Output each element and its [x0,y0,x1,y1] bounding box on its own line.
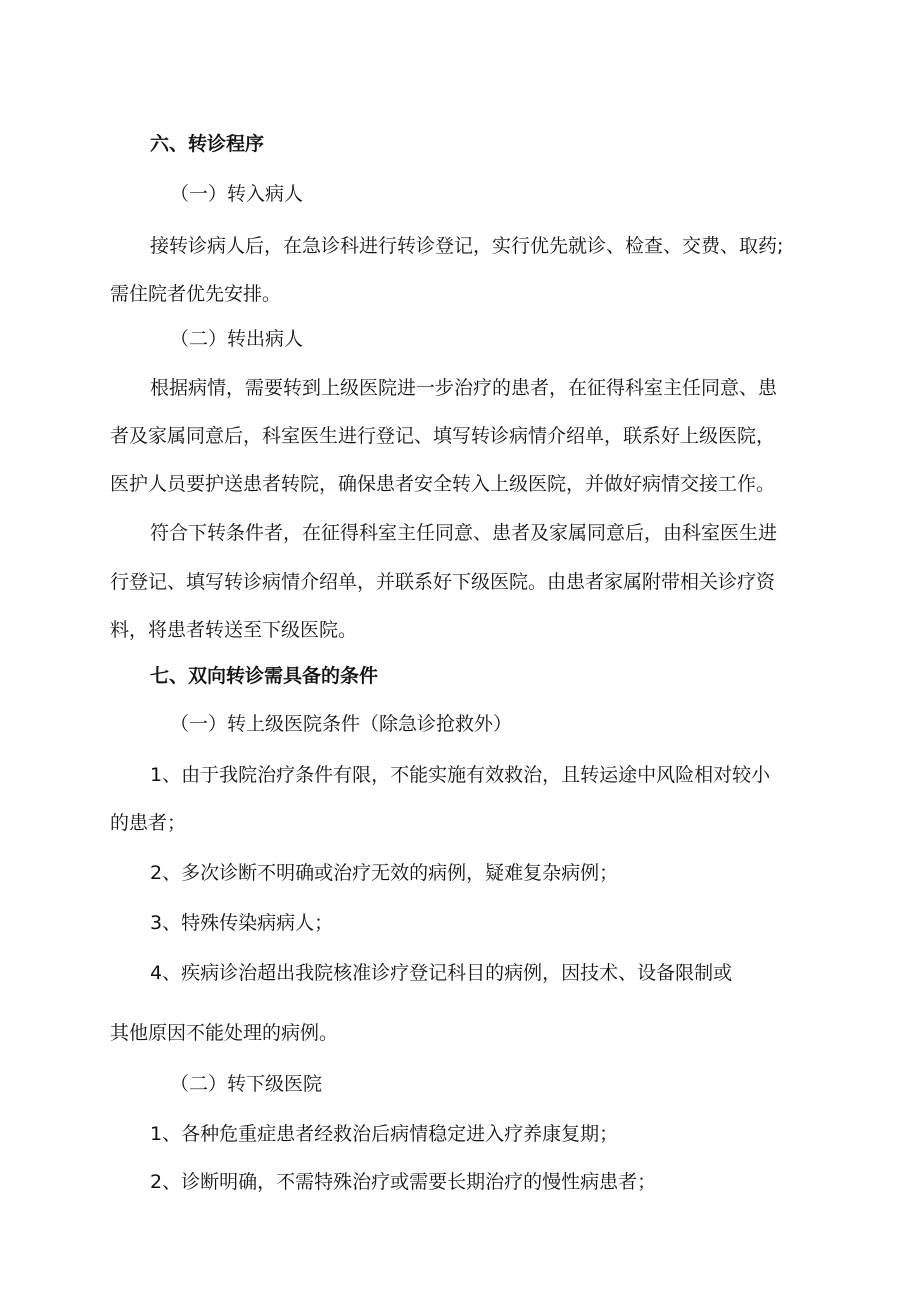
paragraph-line: 符合下转条件者，在征得科室主任同意、患者及家属同意后，由科室医生进 [150,522,778,544]
section-7-sub1-title: （一）转上级医院条件（除急诊抢救外） [170,713,513,735]
list-item: 2、诊断明确，不需特殊治疗或需要长期治疗的慢性病患者； [150,1171,657,1193]
list-item-line: 1、由于我院治疗条件有限，不能实施有效救治，且转运途中风险相对较小 [150,764,771,786]
list-item-line: 其他原因不能处理的病例。 [110,1022,339,1044]
paragraph-line: 根据病情，需要转到上级医院进一步治疗的患者，在征得科室主任同意、患 [150,377,778,399]
list-item: 1、各种危重症患者经救治后病情稳定进入疗养康复期； [150,1123,619,1145]
section-6-sub2-title: （二）转出病人 [170,328,304,350]
section-7-heading: 七、双向转诊需具备的条件 [150,665,379,687]
list-item-line: 的患者； [110,812,187,834]
section-6-heading: 六、转诊程序 [150,133,265,155]
section-6-sub1-title: （一）转入病人 [170,183,304,205]
section-7-sub2-title: （二）转下级医院 [170,1073,323,1095]
list-item-line: 4、疾病诊治超出我院核准诊疗登记科目的病例，因技术、设备限制或 [150,962,733,984]
list-item: 3、特殊传染病病人； [150,912,334,934]
paragraph-line: 需住院者优先安排。 [110,283,282,305]
paragraph-line: 料，将患者转送至下级医院。 [110,619,358,641]
paragraph-line: 行登记、填写转诊病情介绍单，并联系好下级医院。由患者家属附带相关诊疗资 [110,571,776,593]
paragraph-line: 医护人员要护送患者转院，确保患者安全转入上级医院，并做好病情交接工作。 [110,473,776,495]
paragraph-line: 者及家属同意后，科室医生进行登记、填写转诊病情介绍单，联系好上级医院， [110,425,776,447]
paragraph-line: 接转诊病人后，在急诊科进行转诊登记，实行优先就诊、检查、交费、取药; [150,235,784,257]
list-item: 2、多次诊断不明确或治疗无效的病例，疑难复杂病例； [150,862,619,884]
